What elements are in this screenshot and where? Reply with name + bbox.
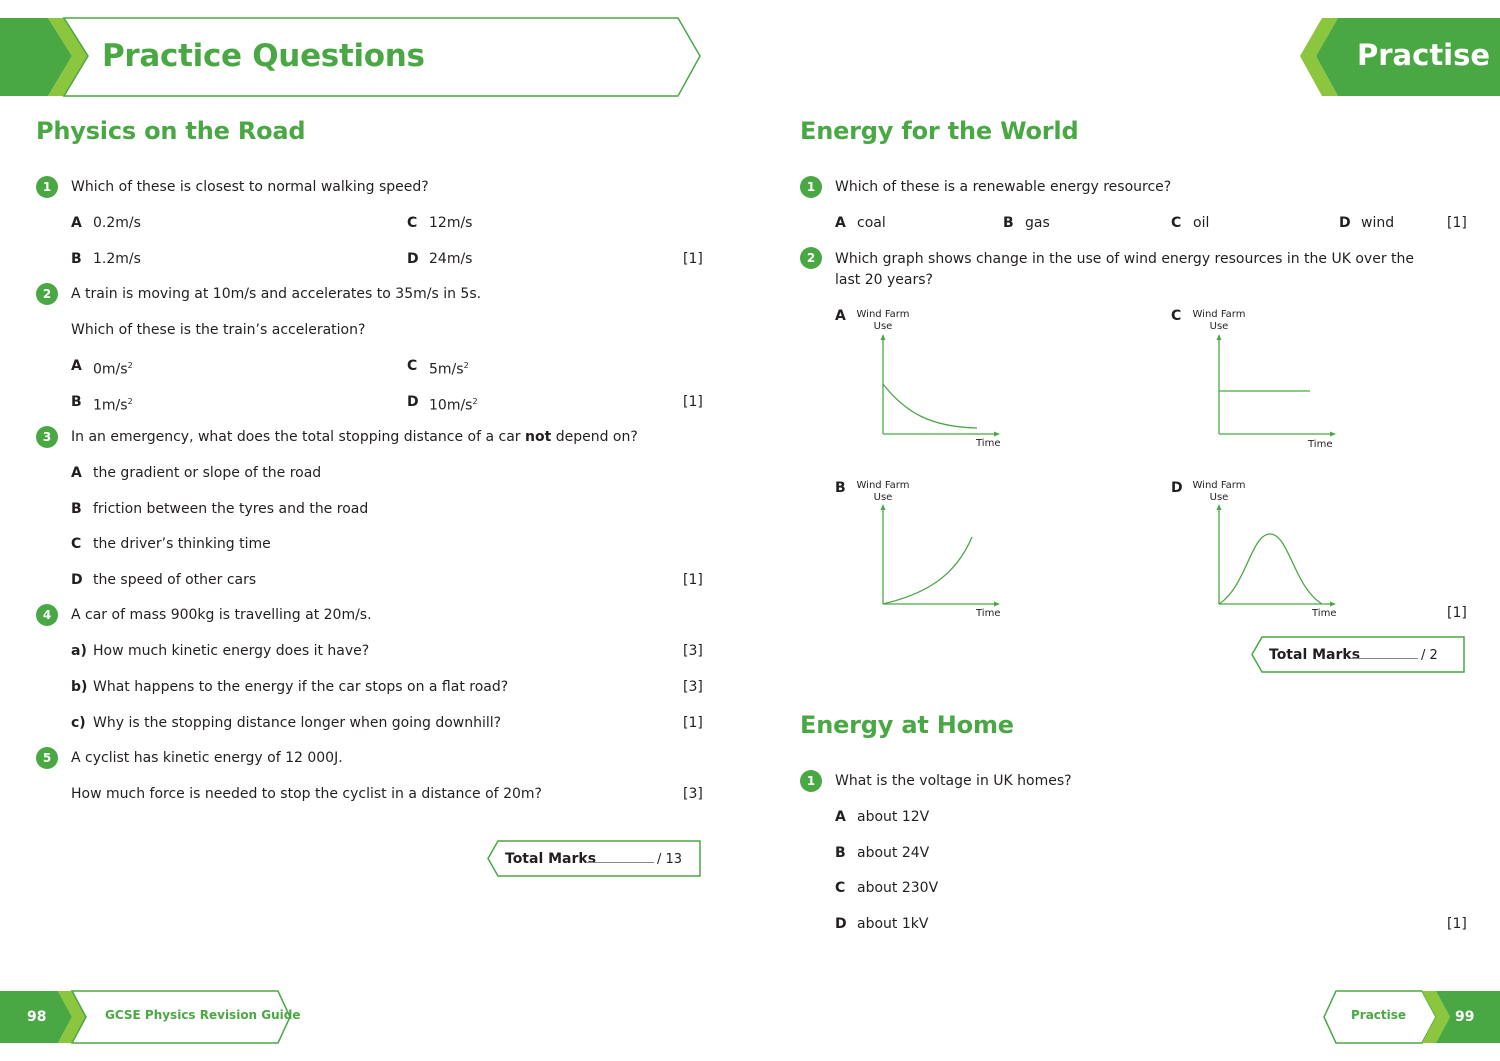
option-text: 12m/s xyxy=(429,215,473,231)
question-number: 5 xyxy=(36,747,58,769)
total-marks-blank[interactable] xyxy=(1350,658,1418,659)
option-text: gas xyxy=(1025,215,1050,231)
option-text: wind xyxy=(1361,215,1395,231)
option-letter: B xyxy=(71,251,82,267)
question-subtext: How much force is needed to stop the cyclist in a distance of 20m? xyxy=(71,786,542,802)
option-text: 24m/s xyxy=(429,251,473,267)
option-letter: A xyxy=(835,215,846,231)
graph-letter: A xyxy=(835,308,846,324)
option-text: $1m/s^2$ xyxy=(93,397,133,414)
option-letter: A xyxy=(71,465,82,481)
graph-c-constant xyxy=(1206,332,1346,442)
question-number: 1 xyxy=(800,770,822,792)
option-letter: A xyxy=(71,215,82,231)
mark-allocation: [3] xyxy=(683,786,703,802)
total-marks-blank[interactable] xyxy=(586,862,654,863)
question-number: 4 xyxy=(36,604,58,626)
mark-allocation: [1] xyxy=(1447,605,1467,621)
question-number: 1 xyxy=(36,176,58,198)
option-text: oil xyxy=(1193,215,1210,231)
option-letter: C xyxy=(835,880,846,896)
option-letter: C xyxy=(71,536,82,552)
option-text: about 24V xyxy=(857,845,930,861)
section-title-energy-world: Energy for the World xyxy=(800,117,1079,145)
part-letter: b) xyxy=(71,679,88,695)
option-text: $10m/s^2$ xyxy=(429,397,478,414)
question-text: A cyclist has kinetic energy of 12 000J. xyxy=(71,750,343,766)
part-text: How much kinetic energy does it have? xyxy=(93,643,370,659)
option-letter: C xyxy=(407,215,418,231)
option-text: the speed of other cars xyxy=(93,572,257,588)
question-subtext: Which of these is the train’s acceleration? xyxy=(71,322,366,338)
option-text: the gradient or slope of the road xyxy=(93,465,322,481)
section-tab-practise: Practise xyxy=(1357,38,1491,72)
graph-a-decreasing xyxy=(870,332,1010,442)
mark-allocation: [1] xyxy=(683,394,703,410)
question-text-line2: last 20 years? xyxy=(835,272,933,288)
option-text: friction between the tyres and the road xyxy=(93,501,369,517)
option-letter: B xyxy=(835,845,846,861)
question-number: 2 xyxy=(800,247,822,269)
part-letter: c) xyxy=(71,715,86,731)
question-text: In an emergency, what does the total stopping distance of a car not depend on? xyxy=(71,429,638,445)
option-letter: B xyxy=(1003,215,1014,231)
question-text: Which of these is a renewable energy resource? xyxy=(835,179,1172,195)
footer-section-name: Practise xyxy=(1351,1008,1407,1022)
option-letter: D xyxy=(71,572,83,588)
option-letter: D xyxy=(407,394,419,410)
option-letter: A xyxy=(71,358,82,374)
option-text: about 1kV xyxy=(857,916,929,932)
question-number: 2 xyxy=(36,283,58,305)
graph-y-label: Wind Farm Use xyxy=(1192,480,1246,503)
option-text: about 230V xyxy=(857,880,939,896)
option-text: the driver’s thinking time xyxy=(93,536,271,552)
mark-allocation: [3] xyxy=(683,679,703,695)
part-text: Why is the stopping distance longer when going downhill? xyxy=(93,715,502,731)
option-letter: B xyxy=(71,501,82,517)
page-number-right: 99 xyxy=(1455,1009,1475,1025)
total-marks-label: Total Marks xyxy=(505,851,597,867)
option-text: $5m/s^2$ xyxy=(429,361,469,378)
option-letter: D xyxy=(835,916,847,932)
question-text: What is the voltage in UK homes? xyxy=(835,773,1072,789)
option-text: 1.2m/s xyxy=(93,251,141,267)
graph-x-label: Time xyxy=(1312,608,1337,619)
question-text: Which graph shows change in the use of wind energy resources in the UK over the xyxy=(835,251,1415,267)
mark-allocation: [3] xyxy=(683,643,703,659)
graph-x-label: Time xyxy=(1308,439,1333,450)
graph-b-increasing xyxy=(870,502,1010,612)
option-text: about 12V xyxy=(857,809,930,825)
total-marks-label: Total Marks xyxy=(1269,647,1361,663)
graph-y-label: Wind Farm Use xyxy=(856,480,910,503)
question-number: 3 xyxy=(36,426,58,448)
graph-letter: D xyxy=(1171,480,1183,496)
question-number: 1 xyxy=(800,176,822,198)
option-letter: C xyxy=(1171,215,1182,231)
mark-allocation: [1] xyxy=(1447,916,1467,932)
mark-allocation: [1] xyxy=(683,572,703,588)
option-letter: B xyxy=(71,394,82,410)
option-letter: D xyxy=(407,251,419,267)
mark-allocation: [1] xyxy=(683,715,703,731)
graph-letter: B xyxy=(835,480,846,496)
total-marks-value: / 13 xyxy=(657,852,683,867)
option-text: 0.2m/s xyxy=(93,215,141,231)
section-title-physics-road: Physics on the Road xyxy=(36,117,306,145)
option-letter: C xyxy=(407,358,418,374)
graph-x-label: Time xyxy=(976,438,1001,449)
graph-d-peak xyxy=(1206,502,1346,612)
graph-y-label: Wind Farm Use xyxy=(856,309,910,332)
option-text: coal xyxy=(857,215,886,231)
part-letter: a) xyxy=(71,643,87,659)
option-letter: A xyxy=(835,809,846,825)
page-title: Practice Questions xyxy=(102,38,425,74)
graph-x-label: Time xyxy=(976,608,1001,619)
question-text: A car of mass 900kg is travelling at 20m/s. xyxy=(71,607,372,623)
question-text: A train is moving at 10m/s and accelerates to 35m/s in 5s. xyxy=(71,286,482,302)
total-marks-value: / 2 xyxy=(1421,648,1438,663)
section-title-energy-home: Energy at Home xyxy=(800,711,1014,739)
page-number-left: 98 xyxy=(27,1009,47,1025)
mark-allocation: [1] xyxy=(683,251,703,267)
graph-letter: C xyxy=(1171,308,1182,324)
graph-y-label: Wind Farm Use xyxy=(1192,309,1246,332)
question-text: Which of these is closest to normal walking speed? xyxy=(71,179,429,195)
option-letter: D xyxy=(1339,215,1351,231)
footer-book-title: GCSE Physics Revision Guide xyxy=(105,1008,301,1022)
part-text: What happens to the energy if the car stops on a flat road? xyxy=(93,679,509,695)
mark-allocation: [1] xyxy=(1447,215,1467,231)
option-text: $0m/s^2$ xyxy=(93,361,133,378)
